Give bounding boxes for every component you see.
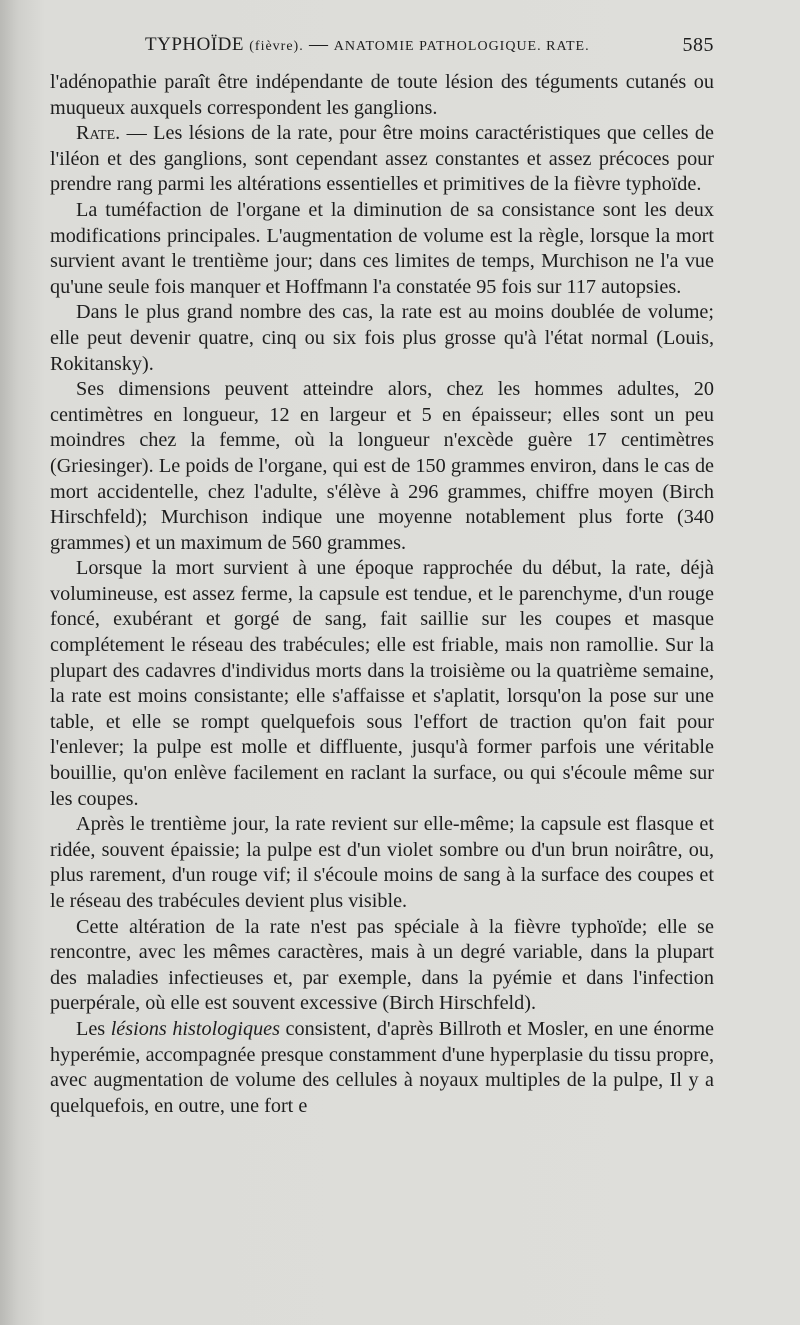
section-lead-rate: Rate. [76, 122, 121, 145]
paragraph-4 [50, 300, 714, 377]
running-title-dash: — [308, 34, 329, 55]
paragraph-9 [50, 1017, 714, 1119]
running-title-main: TYPHOÏDE [145, 34, 244, 55]
paragraph-7 [50, 812, 714, 914]
paragraph-8-text: Cette altération de la rate n'est pas spéciale à la fièvre typhoïde; elle se rencontre, avec les mêmes caractères, mais à un degré variable, dans la plupart des maladies infectieuses et, par exemple, dans la pyémie et dans l'infection puerpérale, où elle est souvent excessive (Birch Hirschfeld). [50, 915, 714, 1015]
paragraph-8 [50, 915, 714, 1017]
paragraph-2-text: — Les lésions de la rate, pour être moins caractéristiques que celles de l'iléon et des ganglions, sont cependant assez constantes et assez précoces pour prendre rang parmi les altérations essentielles et primitives de la fièvre typhoïde. [50, 122, 714, 196]
paragraph-7-text: Après le trentième jour, la rate revient sur elle-même; la capsule est flasque et ridée, souvent épaissie; la pulpe est d'un violet sombre ou d'un brun noirâtre, ou, plus rarement, d'un rouge vif; il s'écoule moins de sang à la surface des coupes et le réseau des trabécules devient plus visible. [50, 813, 714, 912]
paragraph-6-text: Lorsque la mort survient à une époque rapprochée du début, la rate, déjà volumineuse, est assez ferme, la capsule est tendue, et le parenchyme, d'un rouge foncé, exubérant et gorgé de sang, fait saillie sur les coupes et masque complétement le réseau des trabécules; elle est friable, mais non ramollie. Sur la plupart des cadavres d'individus morts dans la troisième ou la quatrième semaine, la rate est moins consistante; elle s'affaisse et s'aplatit, lorsqu'on la pose sur une table, et elle se rompt quelquefois sous l'effort de traction qu'on fait pour l'enlever; la pulpe est molle et diffluente, jusqu'à former parfois une véritable bouillie, qu'on enlève facilement en raclant la surface, ou qui s'écoule même sur les coupes. [50, 557, 714, 810]
paragraph-4-text: Dans le plus grand nombre des cas, la rate est au moins doublée de volume; elle peut devenir quatre, cinq ou six fois plus grosse qu'à l'état normal (Louis, Rokitansky). [50, 301, 714, 375]
paragraph-2 [50, 121, 714, 198]
paragraph-1-text: l'adénopathie paraît être indépendante de toute lésion des téguments cutanés ou muqueux auxquels correspondent les ganglions. [50, 71, 714, 119]
paragraph-5 [50, 377, 714, 556]
body-text [50, 70, 714, 1119]
page-number: 585 [682, 34, 714, 56]
paragraph-1 [50, 70, 714, 121]
paragraph-9-text: consistent, d'après Billroth et Mosler, en une énorme hyperémie, accompagnée presque constamment d'une hyperplasie du tissu propre, avec augmentation de volume des cellules à noyaux multiples de la pulpe, Il y a quelquefois, en outre, une fort e [50, 1017, 715, 1117]
paragraph-3 [50, 198, 714, 300]
running-head [50, 34, 714, 62]
running-title-sub: ANATOMIE PATHOLOGIQUE. RATE. [333, 39, 590, 54]
paragraph-3-text: La tuméfaction de l'organe et la diminution de sa consistance sont les deux modifications principales. L'augmentation de volume est la règle, lorsque la mort survient avant le trentième jour; dans ces limites de temps, Murchison ne l'a vue qu'une seule fois manquer et Hoffmann l'a constatée 95 fois sur 117 autopsies. [50, 198, 714, 298]
paragraph-9-before: Les [76, 1017, 111, 1040]
paragraph-6 [50, 556, 714, 812]
running-title-paren: (fièvre). [249, 39, 304, 54]
running-title [145, 34, 590, 56]
paragraph-9-italic: lésions histologiques [110, 1017, 280, 1040]
paragraph-5-text: Ses dimensions peuvent atteindre alors, chez les hommes adultes, 20 centimètres en longueur, 12 en largeur et 5 en épaisseur; elles sont un peu moindres chez la femme, où la longueur n'excède guère 17 centimètres (Griesinger). Le poids de l'organe, qui est de 150 grammes environ, dans le cas de mort accidentelle, chez l'adulte, s'élève à 296 grammes, chiffre moyen (Birch Hirschfeld); Murchison indique une moyenne notablement plus forte (340 grammes) et un maximum de 560 grammes. [50, 378, 714, 554]
